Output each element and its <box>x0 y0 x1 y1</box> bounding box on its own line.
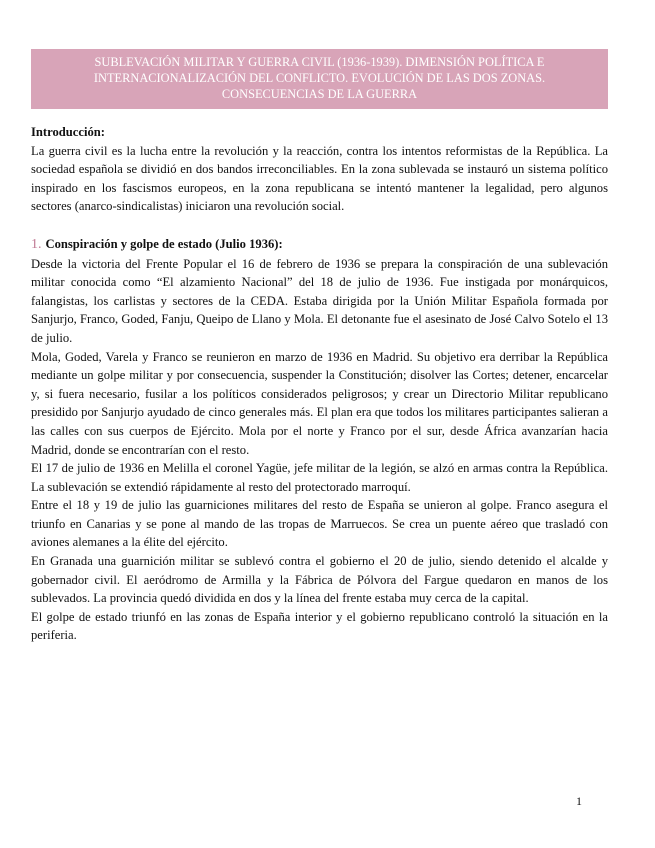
section-1-number: 1. <box>31 236 42 252</box>
title-line-1: SUBLEVACIÓN MILITAR Y GUERRA CIVIL (1936-1939). DIMENSIÓN POLÍTICA E <box>94 55 545 69</box>
section-1-paragraph: En Granada una guarnición militar se sublevó contra el gobierno el 20 de julio, siendo detenido el alcalde y gobernador civil. El aeródromo de Armilla y la Fábrica de Pólvora del Fargue quedaron en manos de los sublevados. La provincia quedó dividida en dos y la línea del frente estaba muy cerca de la capital. <box>31 554 608 606</box>
section-1-paragraph: Entre el 18 y 19 de julio las guarniciones militares del resto de España se unieron al golpe. Franco asegura el triunfo en Canarias y se pone al mando de las tropas de Marruecos. Se crea un puente aéreo que trasladó con aviones alemanes a la élite del ejército. <box>31 498 608 550</box>
section-1-paragraph: Mola, Goded, Varela y Franco se reunieron en marzo de 1936 en Madrid. Su objetivo era derribar la República mediante un golpe militar y por consecuencia, suspender la Constitución; disolver las Cortes; detener, encarcelar y, si fuera necesario, fusilar a los políticos considerados peligrosos; y crear un Directorio Militar republicano presidido por Sanjurjo ayudado de cinco generales más. El plan era que todos los militares participantes salieran a las calles con sus cuerpos de Ejército. Mola por el norte y Franco por el sur, desde África avanzarían hacia Madrid, donde se encontrarían con el resto. <box>31 349 608 457</box>
document-body <box>31 123 608 645</box>
section-1-heading <box>31 235 608 255</box>
title-line-2: INTERNACIONALIZACIÓN DEL CONFLICTO. EVOLUCIÓN DE LAS DOS ZONAS. <box>93 71 546 85</box>
section-1-paragraph: Desde la victoria del Frente Popular el 16 de febrero de 1936 se prepara la conspiración de una sublevación militar conocida como “El alzamiento Nacional” del 18 de julio de 1936. Fue instigada por monárquicos, falangistas, los carlistas y sectores de la CEDA. Estaba dirigida por la Unión Militar Española formada por Sanjurjo, Franco, Goded, Fanju, Queipo de Llano y Mola. El detonante fue el asesinato de José Calvo Sotelo el 13 de julio. <box>31 256 608 345</box>
page-number: 1 <box>576 794 582 808</box>
intro-heading: Introducción: <box>31 125 105 139</box>
title-line-3: CONSECUENCIAS DE LA GUERRA <box>221 87 418 101</box>
title-banner <box>31 49 608 109</box>
intro-paragraph: La guerra civil es la lucha entre la revolución y la reacción, contra los intentos reformistas de la República. La sociedad española se dividió en dos bandos irreconciliables. En la zona sublevada se instauró un sistema político inspirado en los fascismos europeos, en la zona republicana se intentó mantener la legalidad, pero algunos sectores (anarco-sindicalistas) iniciaron una revolución social. <box>31 143 608 214</box>
section-1-title: Conspiración y golpe de estado (Julio 1936): <box>45 236 283 251</box>
section-1-paragraph: El 17 de julio de 1936 en Melilla el coronel Yagüe, jefe militar de la legión, se alzó en armas contra la República. La sublevación se extendió rápidamente al resto del protectorado marroquí. <box>31 461 608 494</box>
section-1-paragraph: El golpe de estado triunfó en las zonas de España interior y el gobierno republicano controló la situación en la periferia. <box>31 609 608 643</box>
